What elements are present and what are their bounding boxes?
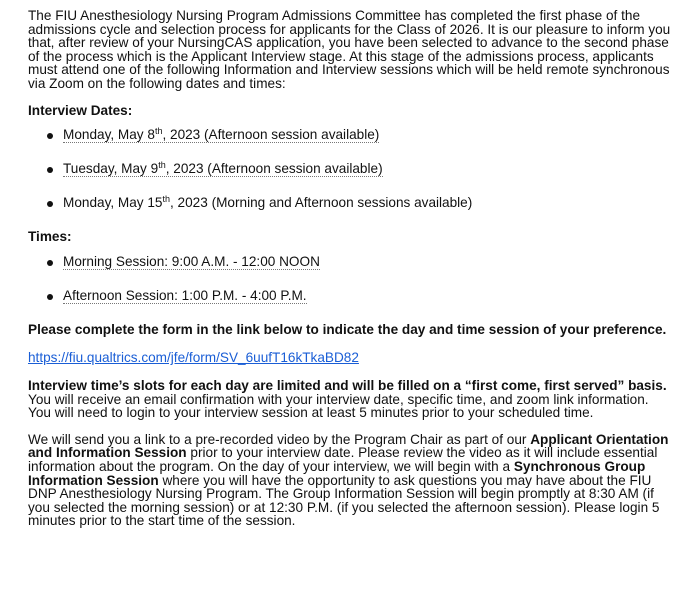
video-text-3: where you will have the opportunity to ask questions you may have about the FIU DNP Anesthesiology Nursing Program. The Group Information Session will begin promptly at 8:30 AM (if you selected the morning session) or at 12:30 P.M. (if you selected the afternoon session). Please login 5 minutes prior to the start time of the session. [28, 472, 660, 529]
bullet-icon [47, 201, 53, 207]
times-heading: Times: [28, 229, 72, 245]
date-main: Monday, May 15 [63, 195, 163, 211]
times-list [28, 255, 672, 303]
date-main: Monday, May 8 [63, 127, 155, 143]
bullet-icon [47, 294, 53, 300]
date-rest: , 2023 (Afternoon session available) [162, 127, 380, 143]
list-item [28, 128, 672, 142]
list-item [28, 196, 672, 210]
bullet-icon [47, 260, 53, 266]
intro-paragraph: The FIU Anesthesiology Nursing Program Admissions Committee has completed the first phase of the admissions cycle and selection process for applicants for the Class of 2026. It is our pleasure to inform you that, after review of your NursingCAS application, you have been selected to advance to the second phase of the process which is the Applicant Interview stage. At this stage of the admissions process, applicants must attend one of the following Information and Interview sessions which will be held remote synchronous via Zoom on the following dates and times: [28, 8, 671, 91]
form-link-line [28, 351, 672, 365]
interview-dates-heading: Interview Dates: [28, 102, 133, 118]
form-instruction: Please complete the form in the link below to indicate the day and time session of your preference. [28, 321, 667, 337]
date-ordinal: th [154, 126, 163, 137]
video-bold-2: Synchronous Group Information Session [28, 458, 646, 488]
bullet-icon [47, 167, 53, 173]
date-ordinal: th [162, 194, 170, 205]
list-item [28, 255, 672, 269]
date-text [63, 161, 383, 177]
bullet-icon [47, 133, 53, 139]
slots-paragraph [28, 379, 672, 420]
date-main: Tuesday, May 9 [63, 161, 159, 177]
list-item [28, 289, 672, 303]
list-item [28, 162, 672, 176]
date-text [63, 127, 379, 143]
form-link[interactable]: https://fiu.qualtrics.com/jfe/form/SV_6uufT16kTkaBD82 [28, 350, 359, 366]
date-rest: , 2023 (Morning and Afternoon sessions available) [170, 195, 473, 211]
slots-bold-text: Interview time’s slots for each day are limited and will be filled on a “first come, first served” basis. [28, 377, 667, 393]
video-bold-1: Applicant Orientation and Information Session [28, 431, 669, 461]
video-text-1: We will send you a link to a pre-recorded video by the Program Chair as part of our [28, 431, 531, 447]
time-text: Morning Session: 9:00 A.M. - 12:00 NOON [63, 253, 320, 269]
interview-dates-list [28, 128, 672, 210]
video-text-2: prior to your interview date. Please review the video as it will include essential information about the program. On the day of your interview, we will begin with a [28, 445, 658, 474]
date-ordinal: th [158, 160, 166, 171]
date-text [63, 195, 472, 210]
video-paragraph [28, 433, 672, 528]
time-text: Afternoon Session: 1:00 P.M. - 4:00 P.M. [63, 287, 307, 303]
date-rest: , 2023 (Afternoon session available) [165, 161, 383, 177]
slots-text: You will receive an email confirmation with your interview date, specific time, and zoom link information. You will need to login to your interview session at least 5 minutes prior to your scheduled time. [28, 391, 649, 421]
